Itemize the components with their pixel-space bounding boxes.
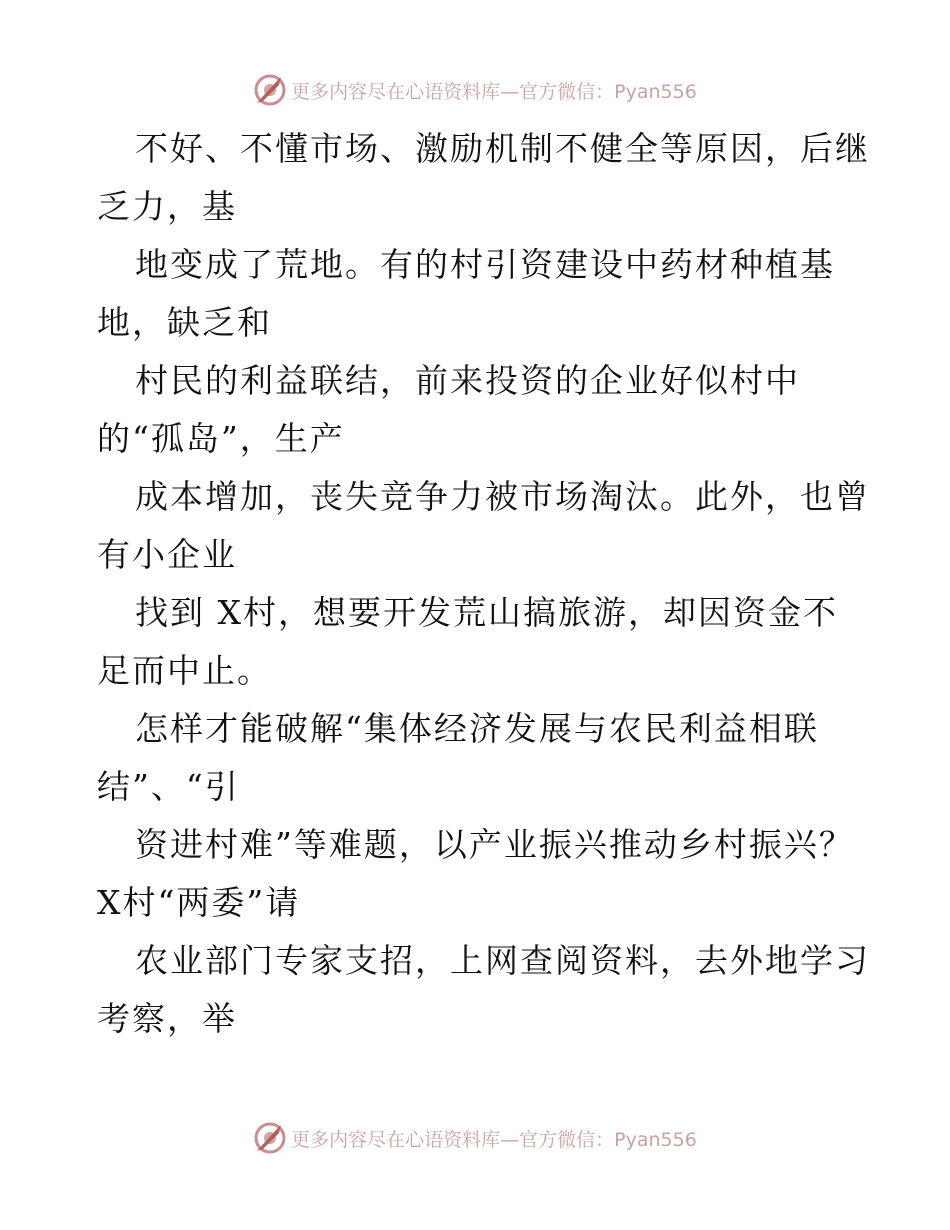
watermark-text: 更多内容尽在心语资料库—官方微信：Pyan556 — [291, 1128, 697, 1151]
text-line: 成本增加，丧失竞争力被市场淘汰。此外，也曾 — [135, 477, 870, 516]
text-line: 的“孤岛”，生产 — [97, 419, 345, 458]
text-line: 村民的利益联结，前来投资的企业好似村中 — [135, 361, 800, 400]
header-watermark — [0, 70, 950, 110]
text-line: 考察，举 — [97, 999, 237, 1038]
footer-watermark — [0, 1118, 950, 1158]
text-line: 足而中止。 — [97, 651, 272, 690]
text-line: X村“两委”请 — [97, 883, 301, 922]
watermark-text: 更多内容尽在心语资料库—官方微信：Pyan556 — [291, 80, 697, 103]
text-line: 不好、不懂市场、激励机制不健全等原因，后继 — [135, 129, 870, 168]
text-line: 农业部门专家支招，上网查阅资料，去外地学习 — [135, 941, 870, 980]
document-body — [97, 120, 870, 1048]
quill-seal-icon — [253, 1121, 287, 1155]
text-line: 怎样才能破解“集体经济发展与农民利益相联 — [135, 709, 819, 748]
text-line: 乏力，基 — [97, 187, 237, 226]
text-line: 找到 X村，想要开发荒山搞旅游，却因资金不 — [135, 593, 838, 632]
text-line: 资进村难”等难题，以产业振兴推动乡村振兴？ — [135, 825, 854, 864]
text-line: 地，缺乏和 — [97, 303, 272, 342]
text-line: 结”、“引 — [97, 767, 240, 806]
text-line: 有小企业 — [97, 535, 237, 574]
quill-seal-icon — [253, 73, 287, 107]
text-line: 地变成了荒地。有的村引资建设中药材种植基 — [135, 245, 835, 284]
